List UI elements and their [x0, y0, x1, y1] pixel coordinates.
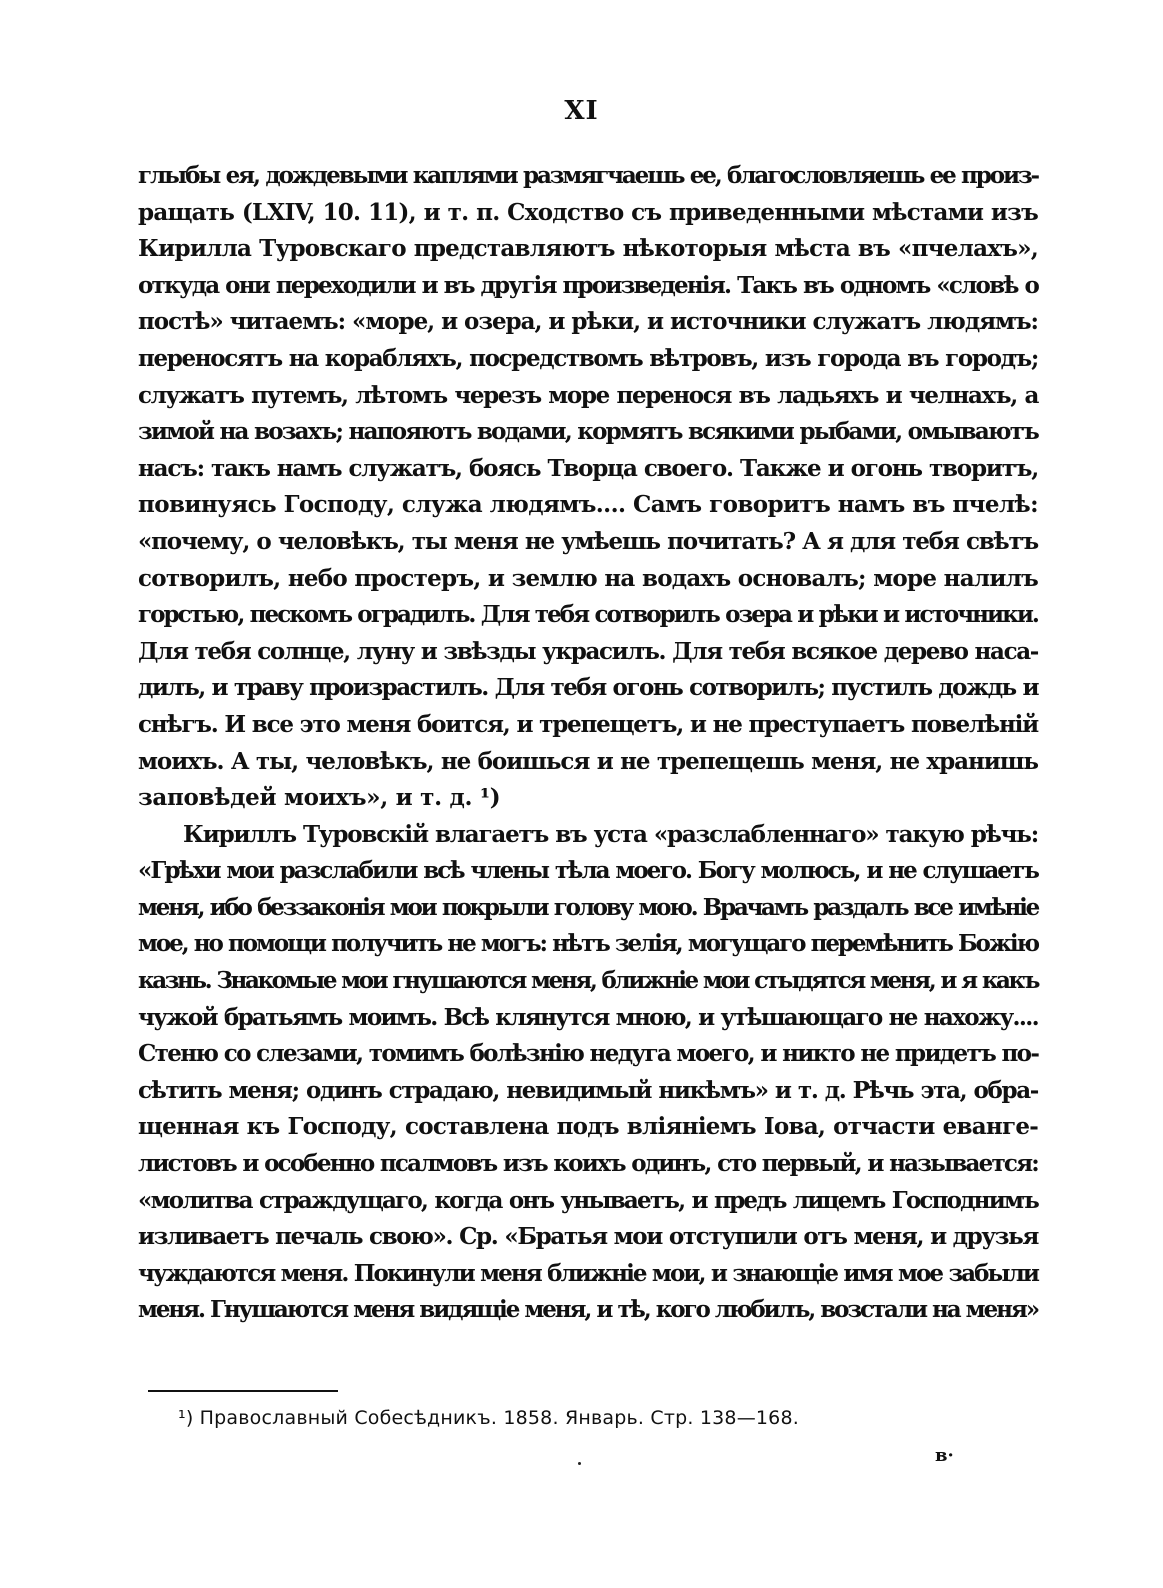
text-line: откуда они переходили и въ другія произведенія. Такъ въ одномъ «словѣ о [138, 271, 1038, 299]
text-line: щенная къ Господу, составлена подъ вліяніемъ Іова, отчасти еванге- [138, 1113, 1038, 1141]
text-line: дилъ, и траву произрастилъ. Для тебя огонь сотворилъ; пустилъ дождь и [138, 674, 1038, 702]
paragraph-start-line: Кириллъ Туровскій влагаетъ въ уста «разслабленнаго» такую рѣчь: [183, 820, 1038, 848]
text-line: заповѣдей моихъ», и т. д. ¹) [138, 784, 501, 812]
text-line: повинуясь Господу, служа людямъ.... Самъ говоритъ намъ въ пчелѣ: [138, 491, 1038, 519]
text-line: постѣ» читаемъ: «море, и озера, и рѣки, и источники служатъ людямъ: [138, 308, 1038, 336]
text-line: переносятъ на корабляхъ, посредствомъ вѣтровъ, изъ города въ городъ; [138, 344, 1038, 372]
text-line: сотворилъ, небо простеръ, и землю на водахъ основалъ; море налилъ [138, 564, 1038, 592]
text-line: казнь. Знакомые мои гнушаются меня, ближніе мои стыдятся меня, и я какъ [138, 967, 1038, 995]
text-line: «молитва страждущаго, когда онъ унываетъ, и предъ лицемъ Господнимъ [138, 1186, 1038, 1214]
text-line: Стеню со слезами, томимъ болѣзнію недуга моего, и никто не придетъ по- [138, 1040, 1039, 1068]
text-line: зимой на возахъ; напояютъ водами, кормятъ всякими рыбами, омываютъ [138, 418, 1038, 446]
text-line: сѣтить меня; одинъ страдаю, невидимый никѣмъ» и т. д. Рѣчь эта, обра- [138, 1076, 1038, 1104]
text-line: чужой братьямъ моимъ. Всѣ клянутся мною, и утѣшающаго не нахожу.... [138, 1003, 1038, 1031]
page-number: XI [564, 96, 599, 126]
text-line: изливаетъ печаль свою». Ср. «Братья мои отступили отъ меня, и друзья [138, 1223, 1038, 1251]
text-line: ращать (LXIV, 10. 11), и т. п. Сходство съ приведенными мѣстами изъ [138, 198, 1038, 226]
text-line: «почему, о человѣкъ, ты меня не умѣешь почитать? А я для тебя свѣтъ [138, 527, 1038, 555]
text-line: чуждаются меня. Покинули меня ближніе мои, и знающіе имя мое забыли [138, 1259, 1038, 1287]
text-line: Для тебя солнце, луну и звѣзды украсилъ. Для тебя всякое дерево наса- [138, 637, 1038, 665]
body-text [138, 158, 1038, 1329]
footnote-divider [148, 1390, 338, 1392]
text-line: Кирилла Туровскаго представляютъ нѣкоторыя мѣста въ «пчелахъ», [138, 235, 1038, 263]
footnote: ¹) Православный Собесѣдникъ. 1858. Январь. Стр. 138—168. [178, 1407, 799, 1429]
text-line: горстью, пескомъ оградилъ. Для тебя сотворилъ озера и рѣки и источники. [138, 601, 1038, 629]
text-line: листовъ и особенно псалмовъ изъ коихъ одинъ, сто первый, и называется: [138, 1150, 1038, 1178]
text-line: меня, ибо беззаконія мои покрыли голову мою. Врачамъ раздалъ все имѣніе [138, 893, 1038, 921]
text-line: снѣгъ. И все это меня боится, и трепещетъ, и не преступаетъ повелѣній [138, 710, 1038, 738]
text-line: меня. Гнушаются меня видящіе меня, и тѣ, кого любилъ, возстали на меня» [138, 1296, 1038, 1324]
text-line: служатъ путемъ, лѣтомъ черезъ море перенося въ ладьяхъ и челнахъ, а [138, 381, 1038, 409]
text-line: глыбы ея, дождевыми каплями размягчаешь ее, благословляешь ее произ- [138, 162, 1038, 189]
text-line: моихъ. А ты, человѣкъ, не боишься и не трепещешь меня, не хранишь [138, 747, 1038, 775]
signature-mark: в· [935, 1445, 954, 1466]
text-line: насъ: такъ намъ служатъ, боясь Творца своего. Также и огонь творитъ, [138, 454, 1038, 482]
text-line: мое, но помощи получить не могъ: нѣтъ зелія, могущаго перемѣнить Божію [138, 930, 1038, 958]
ink-speck [578, 1462, 581, 1465]
text-line: «Грѣхи мои разслабили всѣ члены тѣла моего. Богу молюсь, и не слушаетъ [138, 857, 1038, 885]
